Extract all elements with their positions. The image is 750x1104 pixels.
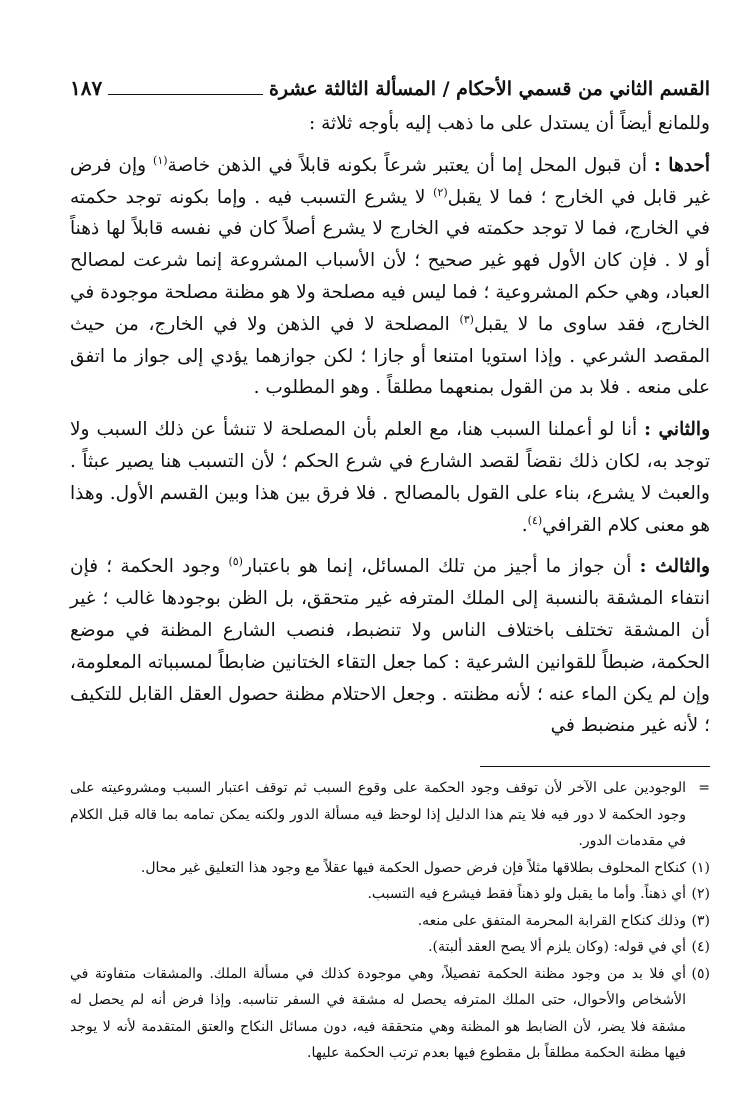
footnote-mark: (١) [691,859,710,876]
footnote-item [70,961,710,1067]
footnote-separator [480,766,710,767]
footnote-text: وذلك كنكاح القرابة المحرمة المتفق على منعه. [417,912,686,929]
footnote-mark: (٤) [691,939,710,956]
lead-third: والثالث : [639,556,710,578]
header-title: القسم الثاني من قسمي الأحكام / المسألة الثالثة عشرة [268,78,710,100]
footnote-text: كنكاح المحلوف بطلاقها مثلاً فإن فرض حصول الحكمة فيها عقلاً مع وجود هذا التعليق غير محال. [140,859,686,876]
text-segment: أنا لو أعملنا السبب هنا، مع العلم بأن المصلحة لا تنشأ عن ذلك السبب ولا توجد به، لكان ذلك نقضاً لقصد الشارع في شرع الحكم ؛ لأن التسبب هنا يصير عبثاً . والعبث لا يشرع، بناء على القول بالمصالح . فلا فرق بين هذا وبين القسم الأول. وهذا هو معنى كلام القرافي [70,419,710,536]
footnote-text: الوجودين على الآخر لأن توقف وجود الحكمة على وقوع السبب ثم توقف اعتبار السبب ومشروعيته على وجود الحكمة لا دور فيه فلا يتم هذا الدليل إذا لوحظ فيه مسألة الدور ولكنه يمكن تمامه بما قاله قبل الكلام في مقدمات الدور. [70,780,686,850]
footnotes [70,775,710,1067]
footnote-ref-4[interactable]: (٤) [527,513,543,527]
lead-second: والثاني : [644,419,710,441]
footnote-mark: (٣) [691,912,710,929]
footnote-ref-1[interactable]: (١) [153,153,168,167]
footnote-text: أي في قوله: (وكان يلزم ألا يصح العقد ألبتة). [428,939,686,956]
text-segment: وإن فرض غير قابل في الخارج ؛ فما لا يقبل [70,154,710,208]
page-number: ١٨٧ [70,76,103,100]
paragraph-second [70,414,710,541]
footnote-item [70,881,710,908]
footnote-text: أي ذهناً. وأما ما يقبل ولو ذهناً فقط فيشرع فيه التسبب. [367,886,686,903]
text-segment: لا يشرع التسبب فيه . وإما بكونه توجد حكمته في الخارج، فما لا توجد حكمته في الخارج لا يشرع أصلاً كان في نفسه قابلاً لها ذهناً أو لا . فإن كان الأول فهو غير صحيح ؛ لأن الأسباب المشروعة إنما شرعت لمصالح العباد، وهي حكم المشروعية ؛ فما ليس فيه مصلحة ولا هو مظنة مصلحة موجودة في الخارج، فقد ساوى ما لا يقبل [70,186,710,335]
footnote-text: أي فلا بد من وجود مظنة الحكمة تفصيلاً، وهي موجودة كذلك في مسألة الملك. والمشقات متفاوتة في الأشخاص والأحوال، حتى الملك المترفه يحصل له مشقة في السفر تناسبه. وإذا فرض أنه لم يحصل له مشقة فلا يضر، لأن الضابط هو المظنة وهي متحققة فيه، دون مسائل النكاح والعتق المتقدمة لأنه لا يوجد فيها مظنة الحكمة مطلقاً بل مقطوع فيها بعدم ترتب الحكمة عليها. [70,965,686,1062]
main-text [70,108,710,742]
text-segment: أن جواز ما أجيز من تلك المسائل، إنما هو باعتبار [242,556,640,578]
running-header [70,72,710,100]
paragraph-first [70,150,710,404]
footnote-ref-5[interactable]: (٥) [228,555,243,569]
text-segment: . [521,514,528,536]
lead-first: أحدها : [653,154,710,176]
footnote-ref-2[interactable]: (٢) [433,185,448,199]
text-segment: وجود الحكمة ؛ فإن انتفاء المشقة بالنسبة إلى الملك المترفه غير متحقق، بل الظن بوجودها غالب ؛ غير أن المشقة تختلف باختلاف الناس ولا تنضبط، فنصب الشارع المظنة في موضع الحكمة، ضبطاً للقوانين الشرعية : كما جعل التقاء الختانين ضابطاً لمسبباته المعلومة، وإن لم يكن الماء عنه ؛ لأنه مظنته . وجعل الاحتلام مظنة حصول العقل القابل للتكيف ؛ لأنه غير منضبط في [70,556,710,737]
footnote-ref-3[interactable]: (٣) [459,312,474,326]
footnote-item [70,775,710,855]
footnote-item [70,855,710,882]
footnote-mark: (٥) [691,965,710,982]
text-segment: المصلحة لا في الذهن ولا في الخارج، من حيث المقصد الشرعي . وإذا استويا امتنعا أو جازا ؛ لكن جوازهما يؤدي إلى جواز ما اتفق على منعه . فلا بد من القول بمنعهما مطلقاً . وهو المطلوب . [70,313,710,399]
header-rule [108,94,263,95]
text-segment: أن قبول المحل إما أن يعتبر شرعاً بكونه قابلاً في الذهن خاصة [167,154,654,176]
intro-paragraph: وللمانع أيضاً أن يستدل على ما ذهب إليه بأوجه ثلاثة : [308,113,710,134]
footnote-item [70,934,710,961]
paragraph-third [70,551,710,742]
footnote-item [70,908,710,935]
footnote-mark: = [698,780,710,797]
footnote-mark: (٢) [691,886,710,903]
